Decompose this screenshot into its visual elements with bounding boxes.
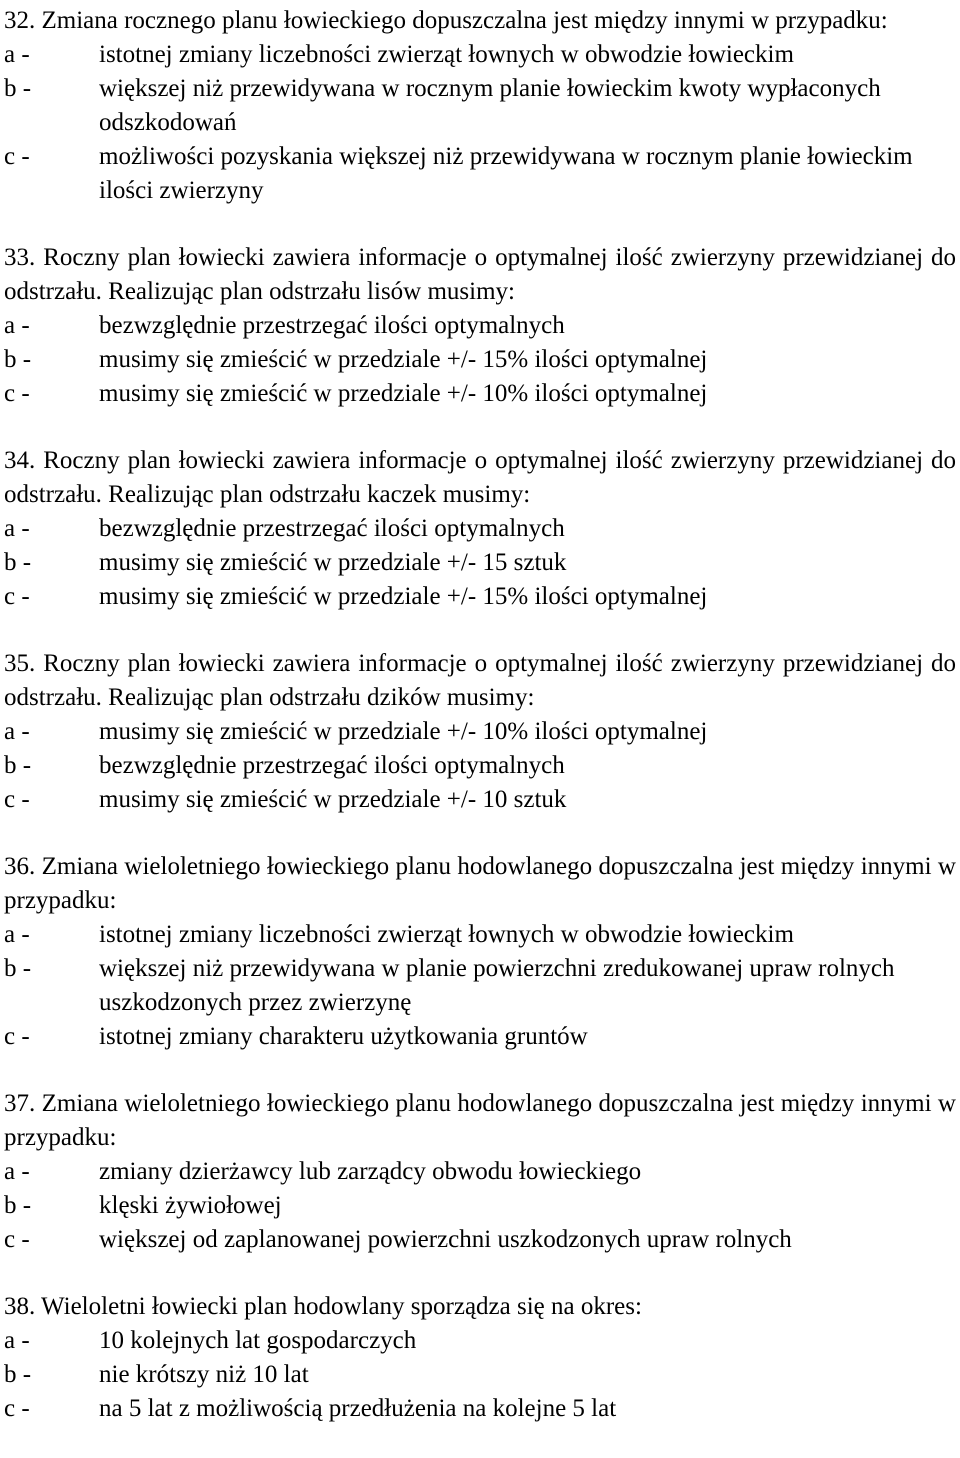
option-letter: c -	[4, 380, 30, 407]
option-letter: b -	[4, 1192, 32, 1219]
answer-option	[4, 38, 956, 72]
option-letter: b -	[4, 1361, 32, 1388]
option-letter: a -	[4, 41, 30, 68]
question-text: 35. Roczny plan łowiecki zawiera informacje o optymalnej ilość zwierzyny przewidzianej do odstrzału. Realizując plan odstrzału dzików musimy:	[4, 650, 956, 711]
option-letter: c -	[4, 1023, 30, 1050]
answer-option	[4, 918, 956, 952]
option-letter: c -	[4, 1226, 30, 1253]
option-text: musimy się zmieścić w przedziale +/- 15% ilości optymalnej	[99, 583, 708, 610]
option-text: musimy się zmieścić w przedziale +/- 15% ilości optymalnej	[99, 346, 708, 373]
answer-option	[4, 1155, 956, 1189]
answer-option	[4, 546, 956, 580]
answer-option	[4, 715, 956, 749]
answer-option	[4, 377, 956, 411]
answer-option	[4, 1189, 956, 1223]
question-block	[4, 647, 956, 817]
question-block	[4, 4, 956, 208]
option-letter: a -	[4, 1158, 30, 1185]
option-text: nie krótszy niż 10 lat	[99, 1361, 309, 1388]
option-text: musimy się zmieścić w przedziale +/- 10 sztuk	[99, 786, 567, 813]
answer-option	[4, 952, 956, 1020]
option-text: zmiany dzierżawcy lub zarządcy obwodu łowieckiego	[99, 1158, 642, 1185]
option-letter: a -	[4, 1327, 30, 1354]
option-text: możliwości pozyskania większej niż przewidywana w rocznym planie łowieckim ilości zwierzyny	[99, 143, 913, 204]
option-text: musimy się zmieścić w przedziale +/- 10% ilości optymalnej	[99, 380, 708, 407]
question-text: 32. Zmiana rocznego planu łowieckiego dopuszczalna jest między innymi w przypadku:	[4, 7, 888, 34]
answer-option	[4, 1324, 956, 1358]
answer-option	[4, 512, 956, 546]
option-letter: c -	[4, 583, 30, 610]
option-text: musimy się zmieścić w przedziale +/- 15 sztuk	[99, 549, 567, 576]
answer-option	[4, 309, 956, 343]
option-text: bezwzględnie przestrzegać ilości optymalnych	[99, 312, 565, 339]
question-block	[4, 1290, 956, 1426]
option-letter: b -	[4, 549, 32, 576]
question-block	[4, 241, 956, 411]
option-text: bezwzględnie przestrzegać ilości optymalnych	[99, 515, 565, 542]
answer-option	[4, 1358, 956, 1392]
option-text: większej od zaplanowanej powierzchni uszkodzonych upraw rolnych	[99, 1226, 792, 1253]
question-text: 34. Roczny plan łowiecki zawiera informacje o optymalnej ilość zwierzyny przewidzianej do odstrzału. Realizując plan odstrzału kaczek musimy:	[4, 447, 956, 508]
option-letter: b -	[4, 75, 32, 102]
answer-option	[4, 343, 956, 377]
question-block	[4, 850, 956, 1054]
question-text: 38. Wieloletni łowiecki plan hodowlany sporządza się na okres:	[4, 1293, 642, 1320]
option-letter: a -	[4, 718, 30, 745]
option-letter: b -	[4, 752, 32, 779]
answer-option	[4, 140, 956, 208]
answer-option	[4, 749, 956, 783]
option-text: istotnej zmiany liczebności zwierząt łownych w obwodzie łowieckim	[99, 921, 794, 948]
option-text: na 5 lat z możliwością przedłużenia na kolejne 5 lat	[99, 1395, 617, 1422]
option-text: istotnej zmiany charakteru użytkowania gruntów	[99, 1023, 588, 1050]
option-letter: b -	[4, 955, 32, 982]
answer-option	[4, 1392, 956, 1426]
answer-option	[4, 783, 956, 817]
question-block	[4, 444, 956, 614]
option-text: 10 kolejnych lat gospodarczych	[99, 1327, 417, 1354]
option-text: większej niż przewidywana w planie powierzchni zredukowanej upraw rolnych uszkodzonych przez zwierzynę	[99, 955, 895, 1016]
option-letter: c -	[4, 143, 30, 170]
option-text: klęski żywiołowej	[99, 1192, 282, 1219]
question-text: 37. Zmiana wieloletniego łowieckiego planu hodowlanego dopuszczalna jest między innymi w przypadku:	[4, 1090, 956, 1151]
answer-option	[4, 72, 956, 140]
option-letter: c -	[4, 1395, 30, 1422]
option-letter: a -	[4, 921, 30, 948]
option-letter: b -	[4, 346, 32, 373]
answer-option	[4, 1223, 956, 1257]
answer-option	[4, 1020, 956, 1054]
question-text: 33. Roczny plan łowiecki zawiera informacje o optymalnej ilość zwierzyny przewidzianej do odstrzału. Realizując plan odstrzału lisów musimy:	[4, 244, 956, 305]
option-letter: c -	[4, 786, 30, 813]
option-letter: a -	[4, 515, 30, 542]
option-text: bezwzględnie przestrzegać ilości optymalnych	[99, 752, 565, 779]
question-block	[4, 1087, 956, 1257]
option-letter: a -	[4, 312, 30, 339]
option-text: istotnej zmiany liczebności zwierząt łownych w obwodzie łowieckim	[99, 41, 794, 68]
option-text: większej niż przewidywana w rocznym planie łowieckim kwoty wypłaconych odszkodowań	[99, 75, 881, 136]
answer-option	[4, 580, 956, 614]
option-text: musimy się zmieścić w przedziale +/- 10% ilości optymalnej	[99, 718, 708, 745]
question-text: 36. Zmiana wieloletniego łowieckiego planu hodowlanego dopuszczalna jest między innymi w przypadku:	[4, 853, 956, 914]
